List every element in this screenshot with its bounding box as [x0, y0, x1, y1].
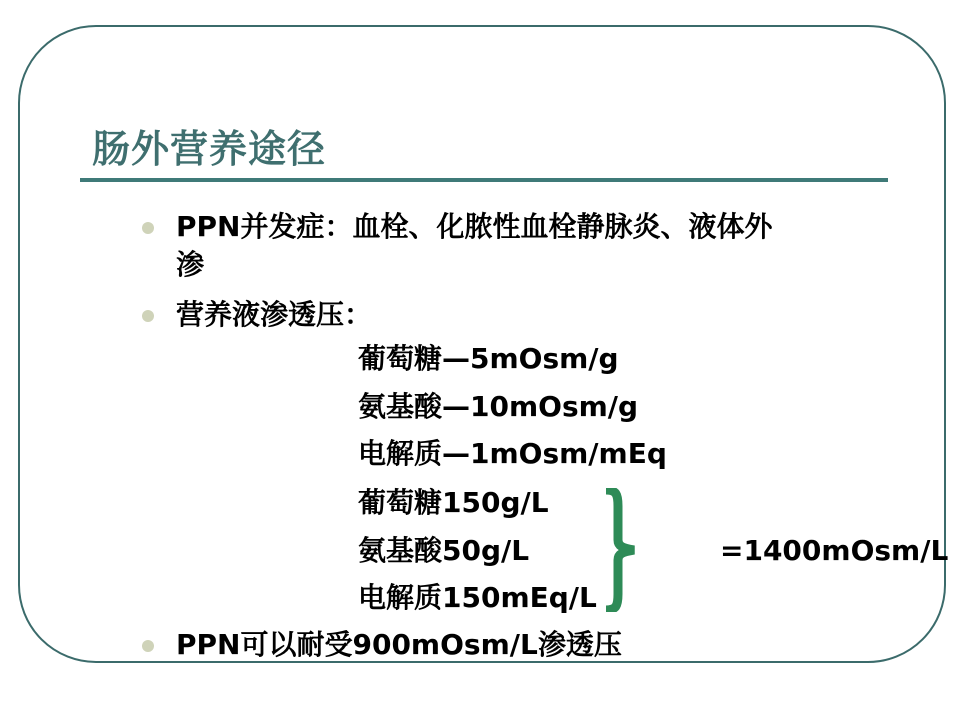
- bullet-complications-line2: 渗: [176, 248, 205, 281]
- bullet-dot: [142, 640, 154, 652]
- mixture-total-osmolarity: =1400mOsm/L: [720, 534, 949, 567]
- bullet-ppn-tolerance: PPN可以耐受900mOsm/L渗透压: [176, 628, 622, 661]
- slide-title: 肠外营养途径: [92, 127, 327, 171]
- osmolarity-glucose: 葡萄糖—5mOsm/g: [358, 342, 619, 375]
- right-brace-icon: [600, 488, 646, 612]
- osmolarity-amino-acid: 氨基酸—10mOsm/g: [358, 390, 639, 423]
- mixture-glucose: 葡萄糖150g/L: [358, 486, 549, 519]
- osmolarity-electrolyte: 电解质—1mOsm/mEq: [358, 437, 667, 470]
- mixture-amino-acid: 氨基酸50g/L: [358, 534, 530, 567]
- mixture-electrolyte: 电解质150mEq/L: [358, 581, 597, 614]
- title-underline: [80, 178, 888, 182]
- bullet-osmolarity: 营养液渗透压：: [176, 298, 373, 331]
- bullet-complications-line1: PPN并发症：血栓、化脓性血栓静脉炎、液体外: [176, 210, 773, 243]
- bullet-dot: [142, 310, 154, 322]
- bullet-dot: [142, 222, 154, 234]
